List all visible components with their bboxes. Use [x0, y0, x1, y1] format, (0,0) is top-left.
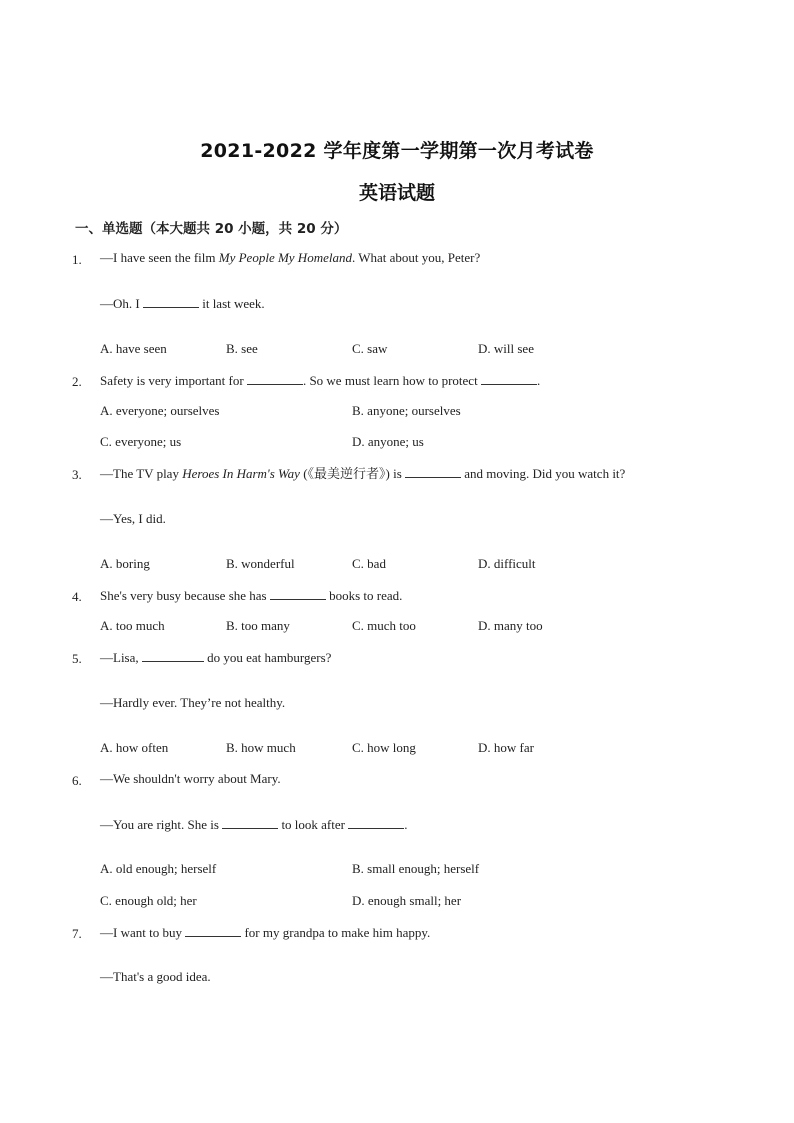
- question-number: 7.: [72, 926, 82, 941]
- answer-line: —That's a good idea.: [100, 969, 211, 984]
- option-b[interactable]: B. how much: [226, 740, 296, 755]
- text-segment: She's very busy because she has: [100, 588, 270, 603]
- option-d[interactable]: D. anyone; us: [352, 434, 424, 449]
- option-c[interactable]: C. enough old; her: [100, 893, 197, 908]
- exam-subtitle: 英语试题: [358, 182, 435, 204]
- option-c[interactable]: C. everyone; us: [100, 434, 182, 449]
- text-segment: —I have seen the film: [100, 250, 219, 265]
- question-number: 3.: [72, 467, 82, 482]
- question-text: [100, 649, 331, 666]
- text-segment: . What about you, Peter?: [351, 250, 481, 265]
- answer-blank[interactable]: [247, 372, 303, 385]
- option-b[interactable]: B. anyone; ourselves: [352, 403, 461, 418]
- option-a[interactable]: A. boring: [100, 556, 150, 571]
- option-a[interactable]: A. old enough; herself: [100, 861, 217, 876]
- text-segment: (《最美逆行者》) is: [299, 466, 406, 481]
- text-segment: .: [536, 373, 541, 388]
- answer-blank[interactable]: [142, 649, 204, 662]
- question-text: [100, 587, 402, 604]
- option-d[interactable]: D. difficult: [478, 556, 536, 571]
- text-segment: Safety is very important for: [100, 373, 247, 388]
- option-b[interactable]: B. see: [226, 341, 258, 356]
- option-b[interactable]: B. small enough; herself: [352, 861, 480, 876]
- option-d[interactable]: D. will see: [478, 341, 534, 356]
- option-a[interactable]: A. how often: [100, 740, 169, 755]
- option-d[interactable]: D. enough small; her: [352, 893, 462, 908]
- answer-blank[interactable]: [481, 372, 537, 385]
- answer-blank[interactable]: [143, 295, 199, 308]
- text-segment: . So we must learn how to protect: [302, 373, 481, 388]
- question-number: 2.: [72, 374, 82, 389]
- answer-line: —Yes, I did.: [100, 511, 166, 526]
- option-b[interactable]: B. too many: [226, 618, 290, 633]
- question-number: 4.: [72, 589, 82, 604]
- option-d[interactable]: D. many too: [478, 618, 543, 633]
- text-segment: .: [404, 817, 408, 832]
- option-c[interactable]: C. much too: [352, 618, 416, 633]
- text-segment: —Lisa,: [100, 650, 142, 665]
- text-segment: for my grandpa to make him happy.: [241, 925, 431, 940]
- text-segment: —The TV play: [100, 466, 183, 481]
- question-text: [100, 924, 430, 941]
- answer-line: [100, 816, 407, 833]
- option-a[interactable]: A. everyone; ourselves: [100, 403, 220, 418]
- question-number: 5.: [72, 651, 82, 666]
- text-segment: to look after: [278, 817, 349, 832]
- option-a[interactable]: A. too much: [100, 618, 165, 633]
- question-number: 1.: [72, 252, 82, 267]
- text-segment: and moving. Did you watch it?: [461, 466, 626, 481]
- answer-blank[interactable]: [270, 587, 326, 600]
- option-a[interactable]: A. have seen: [100, 341, 167, 356]
- exam-title: 2021-2022 学年度第一学期第一次月考试卷: [200, 140, 594, 162]
- answer-blank[interactable]: [405, 465, 461, 478]
- option-c[interactable]: C. bad: [352, 556, 386, 571]
- film-title: My People My Homeland: [218, 250, 352, 265]
- question-number: 6.: [72, 773, 82, 788]
- option-c[interactable]: C. how long: [352, 740, 416, 755]
- answer-line: [100, 295, 265, 312]
- text-segment: do you eat hamburgers?: [203, 650, 332, 665]
- text-segment: —Oh. I: [100, 296, 143, 311]
- option-b[interactable]: B. wonderful: [226, 556, 295, 571]
- text-segment: —I want to buy: [100, 925, 186, 940]
- text-segment: books to read.: [325, 588, 403, 603]
- answer-blank[interactable]: [222, 816, 278, 829]
- option-d[interactable]: D. how far: [478, 740, 534, 755]
- answer-blank[interactable]: [348, 816, 404, 829]
- question-text: [100, 372, 540, 389]
- text-segment: —You are right. She is: [100, 817, 223, 832]
- text-segment: it last week.: [198, 296, 265, 311]
- answer-line: —Hardly ever. They’re not healthy.: [100, 695, 286, 710]
- question-text: [100, 465, 625, 482]
- tv-play-title: Heroes In Harm's Way: [182, 466, 300, 481]
- question-text: —We shouldn't worry about Mary.: [100, 771, 281, 786]
- section-heading: 一、单选题（本大题共 20 小题，共 20 分）: [75, 221, 348, 237]
- answer-blank[interactable]: [185, 924, 241, 937]
- option-c[interactable]: C. saw: [352, 341, 388, 356]
- question-text: [100, 250, 480, 266]
